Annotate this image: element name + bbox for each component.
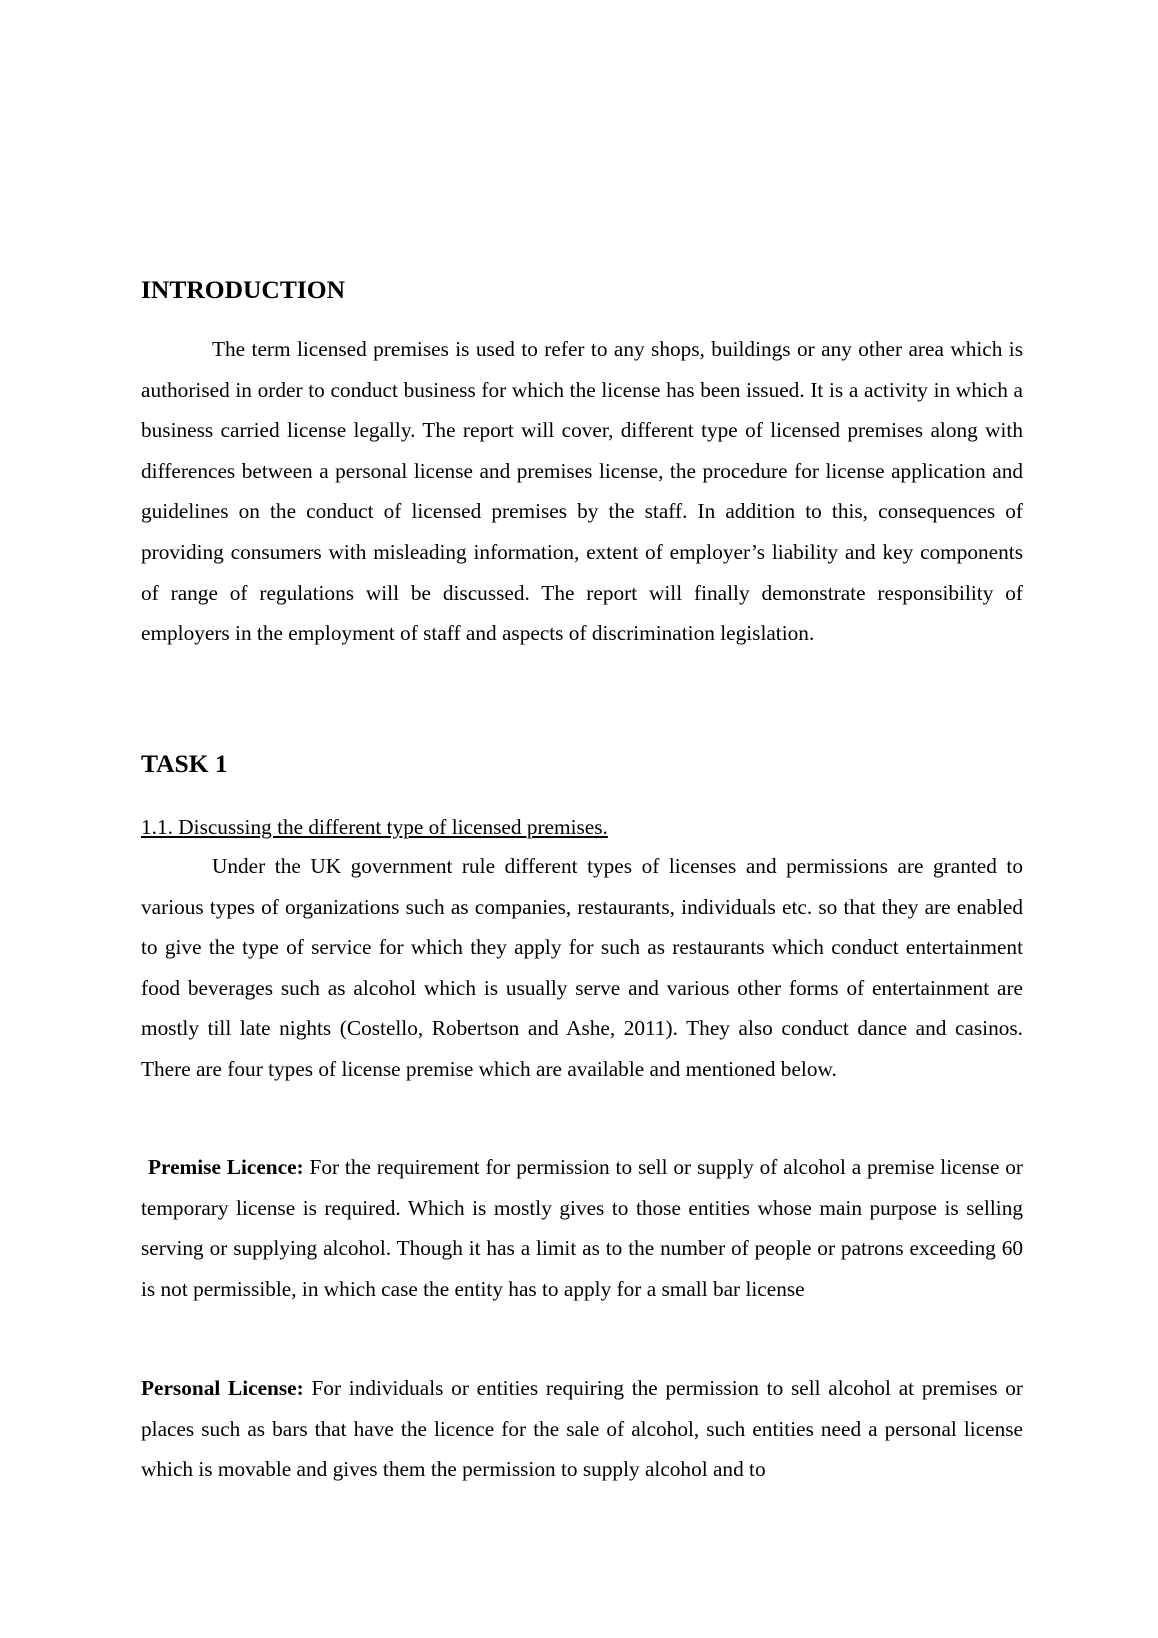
introduction-paragraph: The term licensed premises is used to refer to any shops, buildings or any other area which is authorised in order to conduct business for which the license has been issued. It is a activity in which a business carried license legally. The report will cover, different type of licensed premises along with differences between a personal license and premises license, the procedure for license application and guidelines on the conduct of licensed premises by the staff. In addition to this, consequences of providing consumers with misleading information, extent of employer’s liability and key components of range of regulations will be discussed. The report will finally demonstrate responsibility of employers in the employment of staff and aspects of discrimination legislation.: [141, 337, 1023, 646]
premise-licence-term: Premise Licence:: [148, 1155, 304, 1179]
personal-license-term: Personal License:: [141, 1376, 304, 1400]
task1-paragraph: Under the UK government rule different types of licenses and permissions are granted to various types of organizations such as companies, restaurants, individuals etc. so that they are enabled to give the type of service for which they apply for such as restaurants which conduct entertainment food beverages such as alcohol which is usually serve and various other forms of entertainment are mostly till late nights (Costello, Robertson and Ashe, 2011). They also conduct dance and casinos. There are four types of license premise which are available and mentioned below.: [141, 854, 1023, 1081]
task1-subheading: 1.1. Discussing the different type of licensed premises.: [141, 815, 608, 839]
introduction-heading: INTRODUCTION: [141, 275, 346, 304]
personal-license-text: For individuals or entities requiring the permission to sell alcohol at premises or places such as bars that have the licence for the sale of alcohol, such entities need a personal license which is movable and gives them the permission to supply alcohol and to: [141, 1376, 1024, 1482]
premise-licence-paragraph: [141, 1147, 1023, 1309]
premise-licence-text: For the requirement for permission to sell or supply of alcohol a premise license or temporary license is required. Which is mostly gives to those entities whose main purpose is selling serving or supplying alcohol. Though it has a limit as to the number of people or patrons exceeding 60 is not permissible, in which case the entity has to apply for a small bar license: [141, 1155, 1023, 1301]
personal-license-paragraph: [141, 1368, 1023, 1490]
task1-heading: TASK 1: [141, 749, 228, 778]
